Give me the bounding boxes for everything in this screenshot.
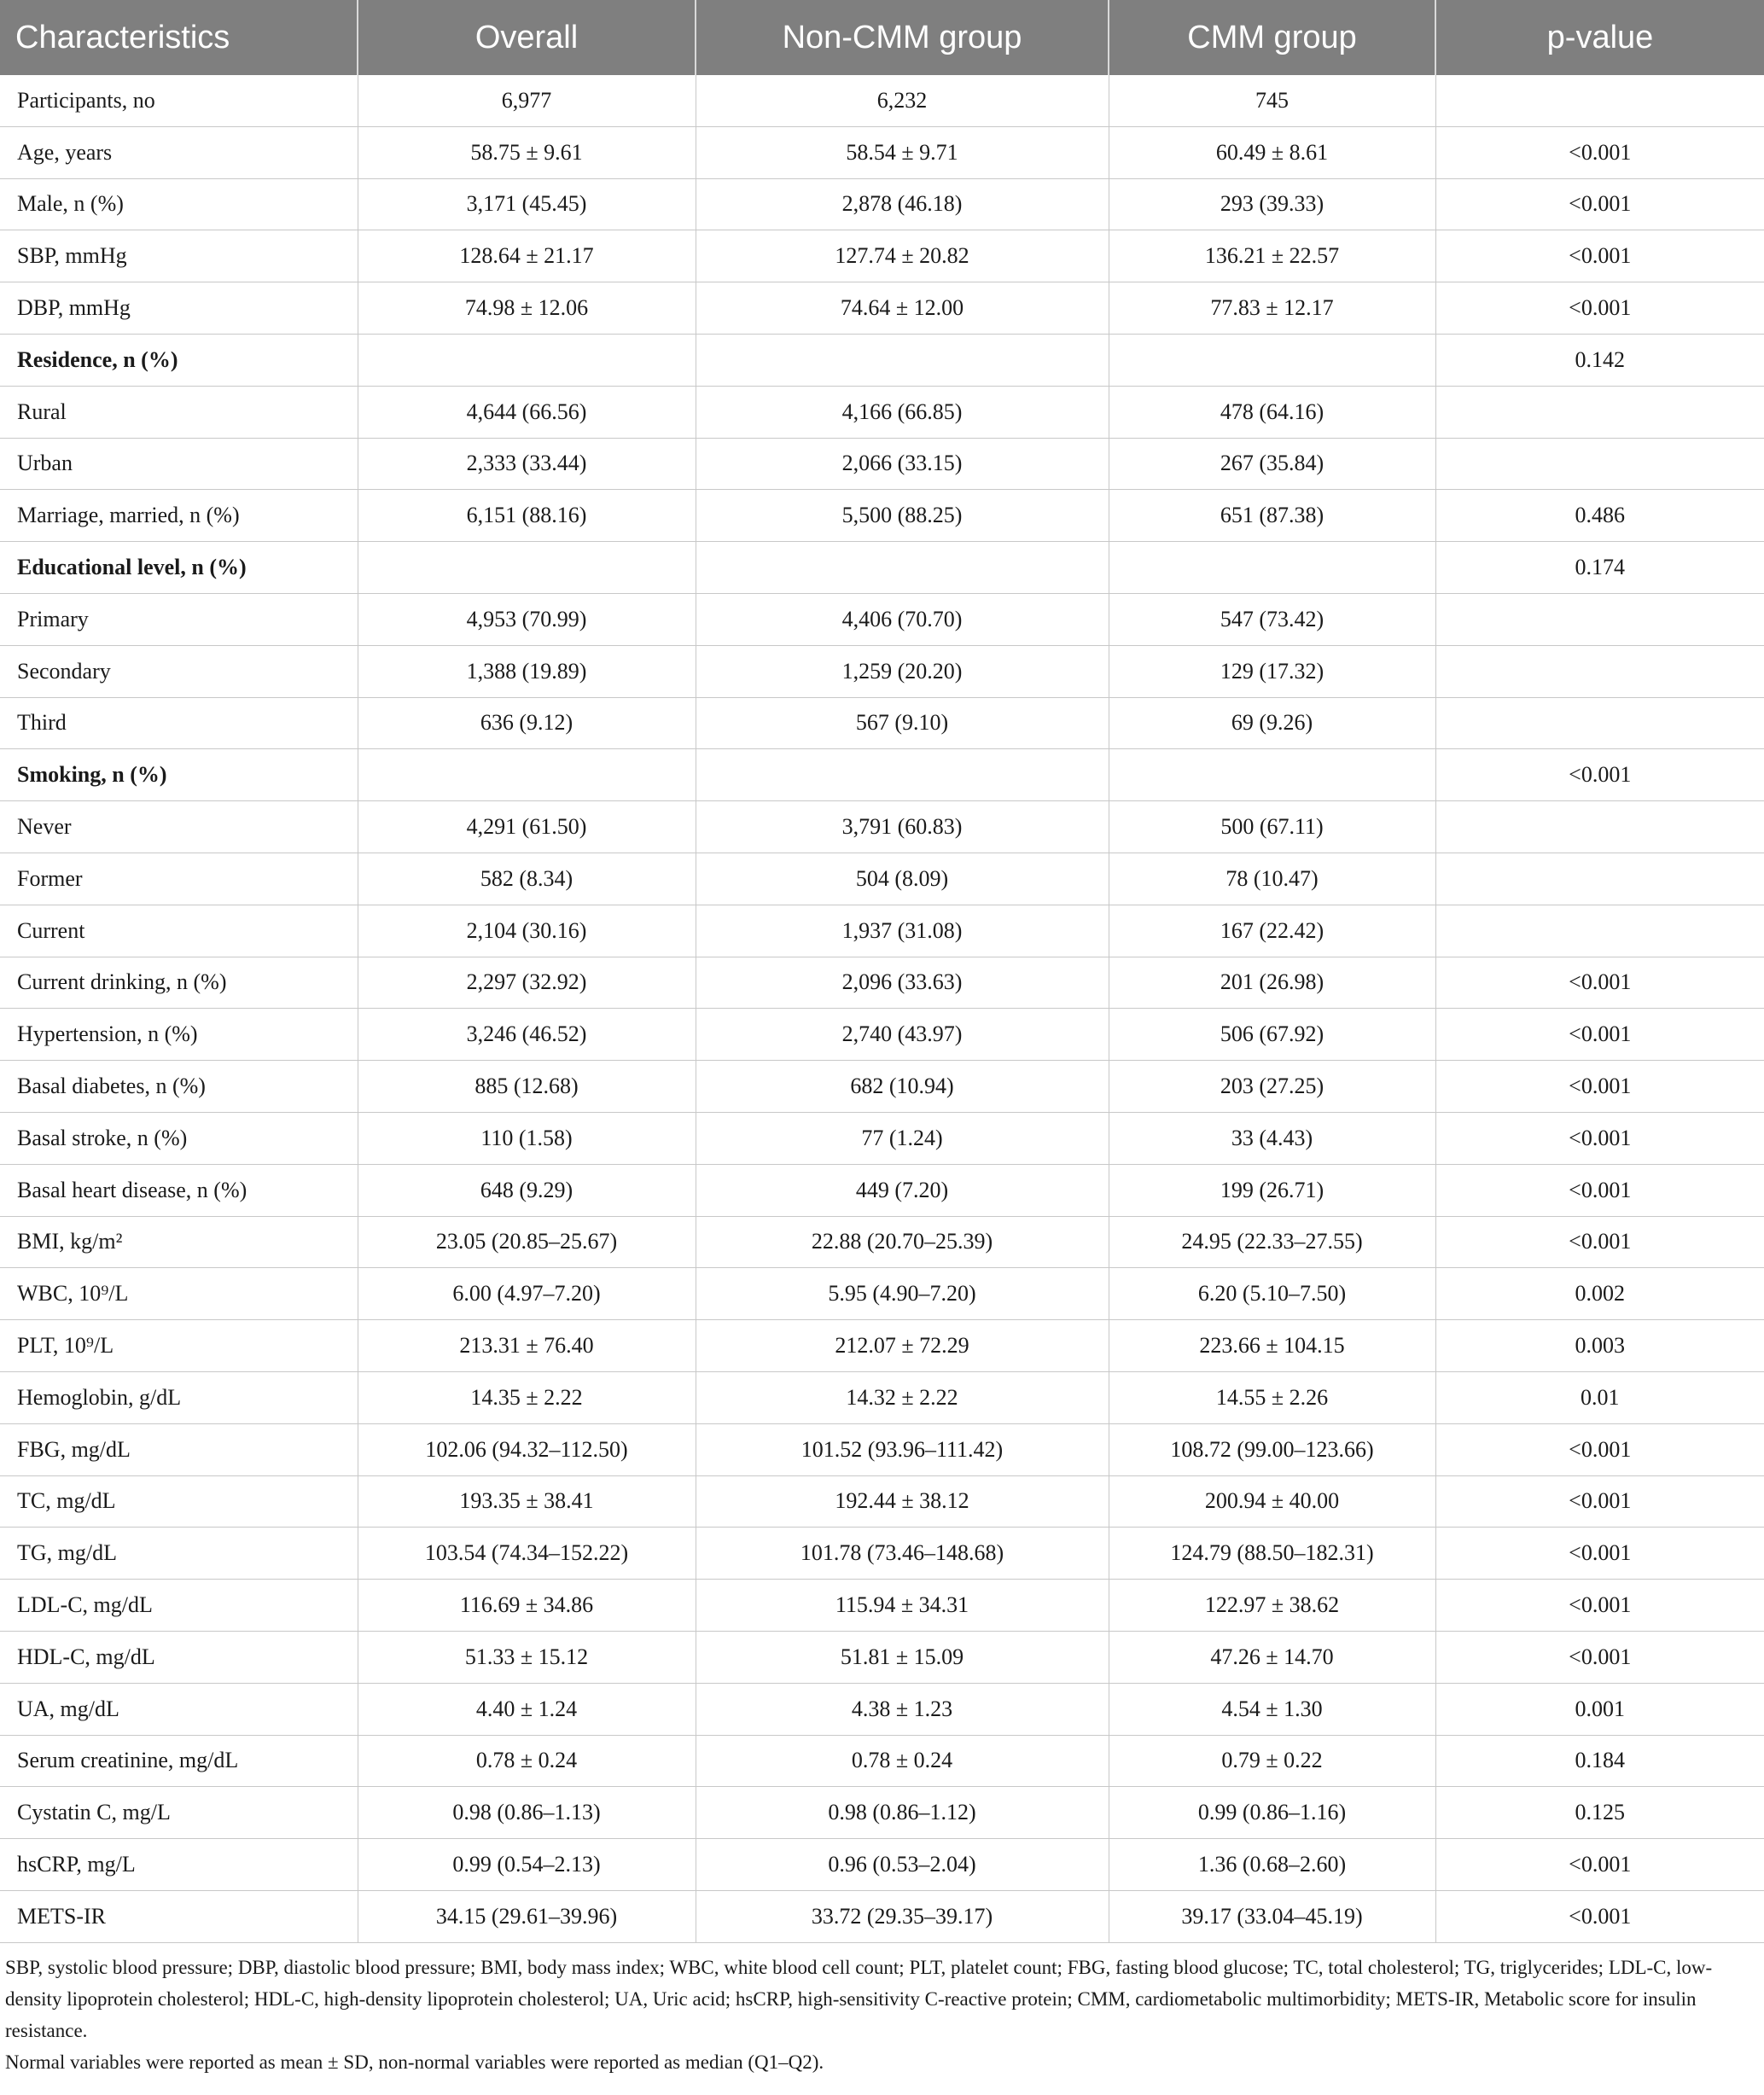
cell-cmm (1109, 749, 1435, 801)
cell-overall: 110 (1.58) (358, 1112, 696, 1164)
cell-overall (358, 749, 696, 801)
table-group-row (0, 542, 1764, 594)
cell-p-value: <0.001 (1435, 1164, 1764, 1216)
cell-non-cmm: 567 (9.10) (696, 697, 1109, 749)
cell-overall: 23.05 (20.85–25.67) (358, 1216, 696, 1268)
cell-p-value: <0.001 (1435, 1839, 1764, 1891)
cell-non-cmm: 5.95 (4.90–7.20) (696, 1268, 1109, 1320)
table-group-row (0, 749, 1764, 801)
cell-non-cmm: 4,166 (66.85) (696, 386, 1109, 438)
row-label: Marriage, married, n (%) (0, 490, 358, 542)
cell-overall (358, 542, 696, 594)
cell-overall: 4,644 (66.56) (358, 386, 696, 438)
cell-overall: 213.31 ± 76.40 (358, 1320, 696, 1372)
cell-p-value: <0.001 (1435, 1580, 1764, 1632)
cell-cmm: 547 (73.42) (1109, 593, 1435, 645)
cell-overall: 0.98 (0.86–1.13) (358, 1787, 696, 1839)
table-row (0, 490, 1764, 542)
row-label: Educational level, n (%) (0, 542, 358, 594)
cell-overall: 74.98 ± 12.06 (358, 282, 696, 335)
cell-cmm: 200.94 ± 40.00 (1109, 1475, 1435, 1528)
cell-non-cmm: 449 (7.20) (696, 1164, 1109, 1216)
cell-p-value: 0.01 (1435, 1371, 1764, 1423)
cell-overall: 2,104 (30.16) (358, 905, 696, 957)
cell-p-value: 0.125 (1435, 1787, 1764, 1839)
cell-cmm (1109, 334, 1435, 386)
cell-non-cmm: 4.38 ± 1.23 (696, 1683, 1109, 1735)
table-row (0, 853, 1764, 905)
header-non-cmm-group: Non-CMM group (696, 0, 1109, 75)
row-label: DBP, mmHg (0, 282, 358, 335)
table-row (0, 1735, 1764, 1787)
row-label: Basal heart disease, n (%) (0, 1164, 358, 1216)
table-row (0, 230, 1764, 282)
row-label: Residence, n (%) (0, 334, 358, 386)
table-row (0, 1528, 1764, 1580)
cell-cmm: 293 (39.33) (1109, 178, 1435, 230)
row-label: WBC, 10⁹/L (0, 1268, 358, 1320)
cell-p-value: 0.001 (1435, 1683, 1764, 1735)
cell-p-value (1435, 853, 1764, 905)
cell-non-cmm: 4,406 (70.70) (696, 593, 1109, 645)
cell-p-value (1435, 438, 1764, 490)
cell-overall: 51.33 ± 15.12 (358, 1631, 696, 1683)
row-label: Urban (0, 438, 358, 490)
cell-non-cmm: 0.96 (0.53–2.04) (696, 1839, 1109, 1891)
cell-cmm: 201 (26.98) (1109, 957, 1435, 1009)
cell-overall: 0.78 ± 0.24 (358, 1735, 696, 1787)
cell-non-cmm: 6,232 (696, 75, 1109, 126)
header-row (0, 0, 1764, 75)
cell-p-value (1435, 645, 1764, 697)
cell-non-cmm: 212.07 ± 72.29 (696, 1320, 1109, 1372)
abbreviations-note: SBP, systolic blood pressure; DBP, diastolic blood pressure; BMI, body mass index; WBC, white blood cell count; PLT, platelet count; FBG, fasting blood glucose; TC, total cholesterol; TG, triglycerides; LDL-C, low-density lipoprotein cholesterol; HDL-C, high-density lipoprotein cholesterol; UA, Uric acid; hsCRP, high-sensitivity C-reactive protein; CMM, cardiometabolic multimorbidity; METS-IR, Metabolic score for insulin resistance. (5, 1956, 1713, 2041)
cell-non-cmm: 504 (8.09) (696, 853, 1109, 905)
cell-p-value: <0.001 (1435, 1631, 1764, 1683)
cell-overall (358, 334, 696, 386)
cell-non-cmm: 115.94 ± 34.31 (696, 1580, 1109, 1632)
cell-overall: 4,291 (61.50) (358, 801, 696, 853)
cell-non-cmm: 682 (10.94) (696, 1061, 1109, 1113)
cell-cmm: 4.54 ± 1.30 (1109, 1683, 1435, 1735)
row-label: Basal diabetes, n (%) (0, 1061, 358, 1113)
cell-cmm: 203 (27.25) (1109, 1061, 1435, 1113)
cell-p-value: <0.001 (1435, 1112, 1764, 1164)
cell-p-value: 0.002 (1435, 1268, 1764, 1320)
row-label: Participants, no (0, 75, 358, 126)
row-label: Third (0, 697, 358, 749)
table-row (0, 1216, 1764, 1268)
row-label: PLT, 10⁹/L (0, 1320, 358, 1372)
cell-cmm: 14.55 ± 2.26 (1109, 1371, 1435, 1423)
cell-non-cmm: 14.32 ± 2.22 (696, 1371, 1109, 1423)
cell-p-value: <0.001 (1435, 957, 1764, 1009)
row-label: Age, years (0, 126, 358, 178)
cell-p-value: <0.001 (1435, 1475, 1764, 1528)
cell-non-cmm: 2,878 (46.18) (696, 178, 1109, 230)
cell-p-value (1435, 386, 1764, 438)
cell-cmm: 199 (26.71) (1109, 1164, 1435, 1216)
table-row (0, 1320, 1764, 1372)
cell-non-cmm: 0.98 (0.86–1.12) (696, 1787, 1109, 1839)
cell-overall: 3,246 (46.52) (358, 1009, 696, 1061)
cell-p-value: <0.001 (1435, 230, 1764, 282)
cell-non-cmm: 101.52 (93.96–111.42) (696, 1423, 1109, 1475)
cell-overall: 128.64 ± 21.17 (358, 230, 696, 282)
table-row (0, 1580, 1764, 1632)
cell-p-value: 0.142 (1435, 334, 1764, 386)
cell-overall: 2,297 (32.92) (358, 957, 696, 1009)
table-row (0, 1009, 1764, 1061)
cell-cmm: 745 (1109, 75, 1435, 126)
row-label: Secondary (0, 645, 358, 697)
cell-p-value (1435, 593, 1764, 645)
cell-p-value: <0.001 (1435, 1528, 1764, 1580)
header-overall: Overall (358, 0, 696, 75)
row-label: Basal stroke, n (%) (0, 1112, 358, 1164)
cell-cmm: 223.66 ± 104.15 (1109, 1320, 1435, 1372)
cell-p-value: <0.001 (1435, 1890, 1764, 1942)
row-label: LDL-C, mg/dL (0, 1580, 358, 1632)
cell-non-cmm: 33.72 (29.35–39.17) (696, 1890, 1109, 1942)
row-label: Current drinking, n (%) (0, 957, 358, 1009)
cell-non-cmm: 74.64 ± 12.00 (696, 282, 1109, 335)
row-label: UA, mg/dL (0, 1683, 358, 1735)
table-group-row (0, 334, 1764, 386)
table-row (0, 801, 1764, 853)
table-row (0, 697, 1764, 749)
table-row (0, 1112, 1764, 1164)
row-label: Serum creatinine, mg/dL (0, 1735, 358, 1787)
table-row (0, 1423, 1764, 1475)
cell-cmm: 0.99 (0.86–1.16) (1109, 1787, 1435, 1839)
table-row (0, 126, 1764, 178)
table-row (0, 1839, 1764, 1891)
cell-p-value: <0.001 (1435, 1061, 1764, 1113)
table-row (0, 593, 1764, 645)
cell-non-cmm: 3,791 (60.83) (696, 801, 1109, 853)
table-header (0, 0, 1764, 75)
cell-overall: 116.69 ± 34.86 (358, 1580, 696, 1632)
cell-cmm: 122.97 ± 38.62 (1109, 1580, 1435, 1632)
header-characteristics: Characteristics (0, 0, 358, 75)
table-row (0, 1683, 1764, 1735)
row-label: TG, mg/dL (0, 1528, 358, 1580)
cell-overall: 4.40 ± 1.24 (358, 1683, 696, 1735)
cell-cmm: 478 (64.16) (1109, 386, 1435, 438)
cell-p-value (1435, 697, 1764, 749)
cell-overall: 885 (12.68) (358, 1061, 696, 1113)
table-row (0, 1268, 1764, 1320)
cell-overall: 34.15 (29.61–39.96) (358, 1890, 696, 1942)
table-row (0, 1164, 1764, 1216)
table-row (0, 1787, 1764, 1839)
cell-overall: 102.06 (94.32–112.50) (358, 1423, 696, 1475)
cell-p-value: 0.003 (1435, 1320, 1764, 1372)
cell-overall: 6,977 (358, 75, 696, 126)
cell-cmm: 24.95 (22.33–27.55) (1109, 1216, 1435, 1268)
cell-non-cmm: 2,066 (33.15) (696, 438, 1109, 490)
cell-overall: 4,953 (70.99) (358, 593, 696, 645)
cell-overall: 6.00 (4.97–7.20) (358, 1268, 696, 1320)
cell-p-value (1435, 801, 1764, 853)
row-label: BMI, kg/m² (0, 1216, 358, 1268)
row-label: Rural (0, 386, 358, 438)
cell-overall: 2,333 (33.44) (358, 438, 696, 490)
header-cmm-group: CMM group (1109, 0, 1435, 75)
cell-non-cmm: 58.54 ± 9.71 (696, 126, 1109, 178)
cell-non-cmm: 77 (1.24) (696, 1112, 1109, 1164)
table-row (0, 282, 1764, 335)
cell-p-value: <0.001 (1435, 1009, 1764, 1061)
row-label: TC, mg/dL (0, 1475, 358, 1528)
table-row (0, 1631, 1764, 1683)
row-label: FBG, mg/dL (0, 1423, 358, 1475)
cell-non-cmm: 2,096 (33.63) (696, 957, 1109, 1009)
cell-cmm: 77.83 ± 12.17 (1109, 282, 1435, 335)
cell-cmm: 78 (10.47) (1109, 853, 1435, 905)
table-row (0, 1890, 1764, 1942)
cell-non-cmm (696, 334, 1109, 386)
cell-p-value: <0.001 (1435, 1216, 1764, 1268)
cell-cmm: 167 (22.42) (1109, 905, 1435, 957)
cell-overall: 3,171 (45.45) (358, 178, 696, 230)
cell-overall: 0.99 (0.54–2.13) (358, 1839, 696, 1891)
row-label: Hemoglobin, g/dL (0, 1371, 358, 1423)
row-label: Cystatin C, mg/L (0, 1787, 358, 1839)
cell-non-cmm: 5,500 (88.25) (696, 490, 1109, 542)
cell-non-cmm (696, 542, 1109, 594)
cell-non-cmm (696, 749, 1109, 801)
table-row (0, 957, 1764, 1009)
cell-overall: 636 (9.12) (358, 697, 696, 749)
cell-p-value: <0.001 (1435, 282, 1764, 335)
cell-cmm: 6.20 (5.10–7.50) (1109, 1268, 1435, 1320)
table-row (0, 1061, 1764, 1113)
row-label: Never (0, 801, 358, 853)
row-label: Hypertension, n (%) (0, 1009, 358, 1061)
cell-cmm: 267 (35.84) (1109, 438, 1435, 490)
cell-overall: 6,151 (88.16) (358, 490, 696, 542)
cell-non-cmm: 2,740 (43.97) (696, 1009, 1109, 1061)
cell-p-value: 0.174 (1435, 542, 1764, 594)
cell-p-value: <0.001 (1435, 178, 1764, 230)
cell-non-cmm: 0.78 ± 0.24 (696, 1735, 1109, 1787)
header-p-value: p-value (1435, 0, 1764, 75)
table-row (0, 905, 1764, 957)
table-footnotes (0, 1943, 1764, 2078)
cell-overall: 648 (9.29) (358, 1164, 696, 1216)
cell-cmm: 39.17 (33.04–45.19) (1109, 1890, 1435, 1942)
cell-overall: 193.35 ± 38.41 (358, 1475, 696, 1528)
cell-overall: 58.75 ± 9.61 (358, 126, 696, 178)
cell-non-cmm: 192.44 ± 38.12 (696, 1475, 1109, 1528)
table-row (0, 178, 1764, 230)
cell-overall: 103.54 (74.34–152.22) (358, 1528, 696, 1580)
table-row (0, 386, 1764, 438)
row-label: SBP, mmHg (0, 230, 358, 282)
row-label: HDL-C, mg/dL (0, 1631, 358, 1683)
cell-overall: 14.35 ± 2.22 (358, 1371, 696, 1423)
cell-non-cmm: 22.88 (20.70–25.39) (696, 1216, 1109, 1268)
cell-p-value (1435, 905, 1764, 957)
cell-cmm (1109, 542, 1435, 594)
cell-cmm: 1.36 (0.68–2.60) (1109, 1839, 1435, 1891)
row-label: Current (0, 905, 358, 957)
cell-cmm: 506 (67.92) (1109, 1009, 1435, 1061)
cell-non-cmm: 51.81 ± 15.09 (696, 1631, 1109, 1683)
cell-p-value: 0.184 (1435, 1735, 1764, 1787)
row-label: Former (0, 853, 358, 905)
cell-non-cmm: 127.74 ± 20.82 (696, 230, 1109, 282)
cell-cmm: 33 (4.43) (1109, 1112, 1435, 1164)
cell-overall: 582 (8.34) (358, 853, 696, 905)
cell-p-value: <0.001 (1435, 749, 1764, 801)
table-row (0, 438, 1764, 490)
cell-cmm: 60.49 ± 8.61 (1109, 126, 1435, 178)
table-body (0, 75, 1764, 1942)
cell-cmm: 500 (67.11) (1109, 801, 1435, 853)
row-label: Smoking, n (%) (0, 749, 358, 801)
table-row (0, 75, 1764, 126)
table-row (0, 1371, 1764, 1423)
cell-overall: 1,388 (19.89) (358, 645, 696, 697)
cell-cmm: 129 (17.32) (1109, 645, 1435, 697)
cell-cmm: 124.79 (88.50–182.31) (1109, 1528, 1435, 1580)
cell-p-value (1435, 75, 1764, 126)
row-label: METS-IR (0, 1890, 358, 1942)
cell-non-cmm: 1,259 (20.20) (696, 645, 1109, 697)
table-row (0, 1475, 1764, 1528)
cell-non-cmm: 101.78 (73.46–148.68) (696, 1528, 1109, 1580)
cell-p-value: <0.001 (1435, 1423, 1764, 1475)
cell-cmm: 136.21 ± 22.57 (1109, 230, 1435, 282)
cell-p-value: <0.001 (1435, 126, 1764, 178)
row-label: Primary (0, 593, 358, 645)
table-row (0, 645, 1764, 697)
cell-p-value: 0.486 (1435, 490, 1764, 542)
row-label: Male, n (%) (0, 178, 358, 230)
cell-non-cmm: 1,937 (31.08) (696, 905, 1109, 957)
statistics-note: Normal variables were reported as mean ± SD, non-normal variables were reported as median (Q1–Q2). (5, 2051, 824, 2073)
cell-cmm: 47.26 ± 14.70 (1109, 1631, 1435, 1683)
cell-cmm: 69 (9.26) (1109, 697, 1435, 749)
cell-cmm: 108.72 (99.00–123.66) (1109, 1423, 1435, 1475)
cell-cmm: 0.79 ± 0.22 (1109, 1735, 1435, 1787)
row-label: hsCRP, mg/L (0, 1839, 358, 1891)
cell-cmm: 651 (87.38) (1109, 490, 1435, 542)
